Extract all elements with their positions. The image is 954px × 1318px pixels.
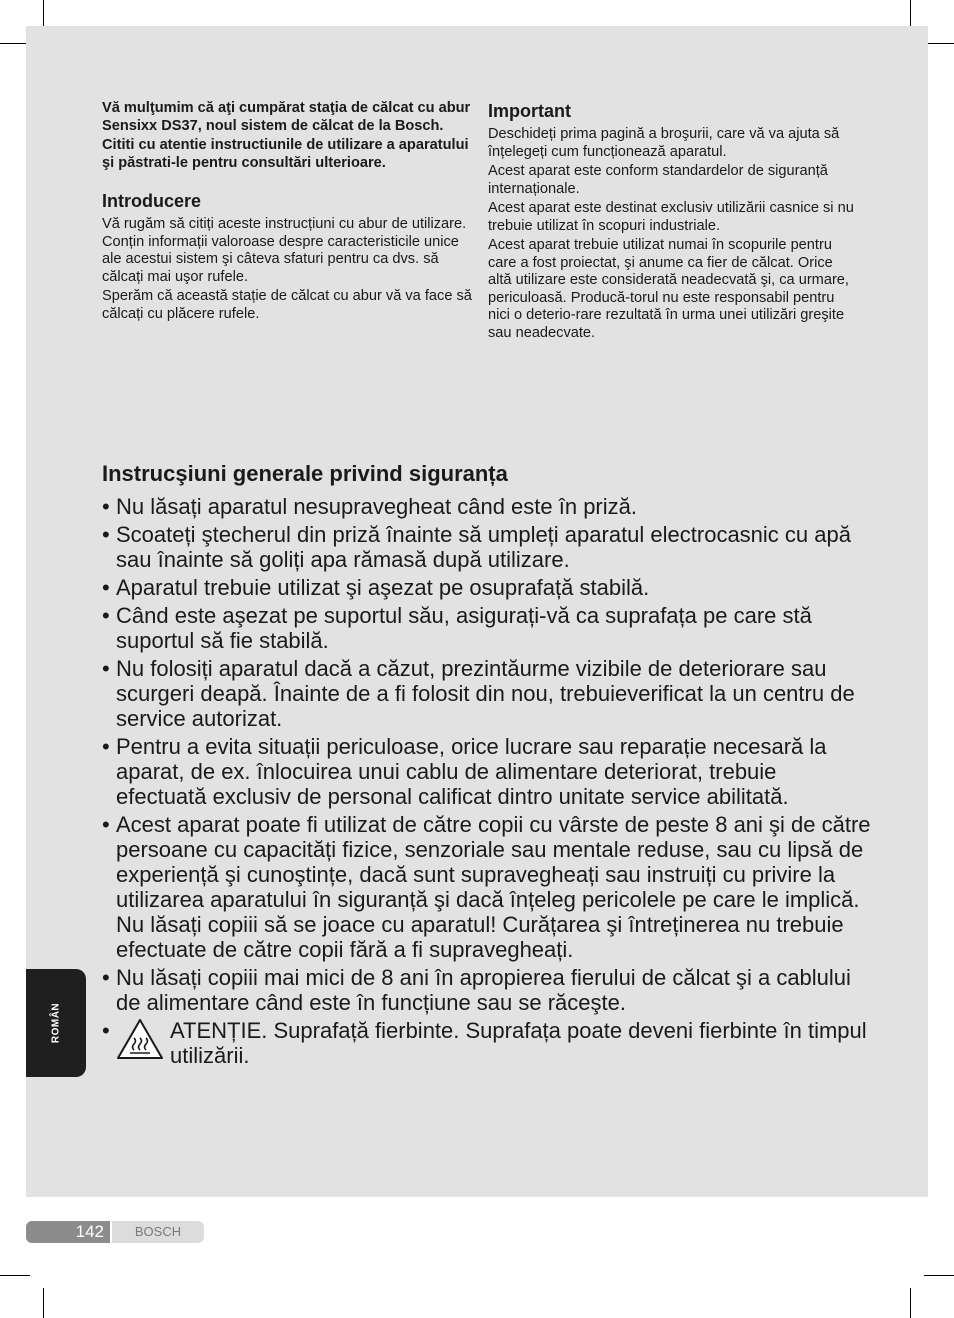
list-item: • Nu lăsați aparatul nesupravegheat când este în priză. bbox=[102, 494, 637, 519]
hot-surface-warning-icon bbox=[116, 1018, 164, 1060]
page-footer bbox=[26, 1221, 204, 1243]
warning-item bbox=[102, 1018, 872, 1068]
bullet: • bbox=[102, 575, 110, 600]
read-instructions-text: Cititi cu atentie instructiunile de utilizare a aparatului şi păstrati-le pentru consultări ulterioare. bbox=[102, 137, 469, 171]
bullet: • bbox=[102, 656, 110, 681]
crop-mark bbox=[924, 1275, 954, 1276]
important-paragraph: Acest aparat este conform standardelor de siguranță internaționale. bbox=[488, 163, 828, 197]
safety-section bbox=[102, 460, 872, 1071]
list-item: • Pentru a evita situații periculoase, orice lucrare sau reparație necesară la aparat, de ex. înlocuirea unui cablu de alimentare deteriorat, trebuie efectuată exclusiv de personal calificat dintro unitate service abilitată. bbox=[102, 734, 827, 809]
language-tab-label: ROMÂN bbox=[50, 1002, 62, 1044]
page-number: 142 bbox=[26, 1221, 110, 1243]
crop-mark bbox=[43, 1288, 44, 1318]
thank-you-text: Vă mulţumim că aţi cumpărat staţia de călcat cu abur Sensixx DS37, noul sistem de călcat de la Bosch. bbox=[102, 100, 471, 134]
crop-mark bbox=[910, 1288, 911, 1318]
bullet: • bbox=[102, 1018, 110, 1043]
bullet: • bbox=[102, 522, 110, 547]
introducere-paragraph: Vă rugăm să citiți aceste instrucțiuni cu abur de utilizare. Conțin informații valoroase despre caracteristicile unice ale acestui sistem şi câteva sfaturi pentru ca dvs. să călcați mai uşor rufele. bbox=[102, 216, 467, 285]
important-heading: Important bbox=[488, 101, 571, 121]
list-item: • Aparatul trebuie utilizat şi aşezat pe osuprafață stabilă. bbox=[102, 575, 650, 600]
language-tab bbox=[26, 969, 86, 1077]
safety-list bbox=[102, 494, 872, 1068]
bullet: • bbox=[102, 603, 110, 628]
crop-mark bbox=[0, 1275, 30, 1276]
list-item: • Scoateți ştecherul din priză înainte să umpleți aparatul electrocasnic cu apă sau înainte să goliți apa rămasă după utilizare. bbox=[102, 522, 851, 572]
safety-heading: Instrucşiuni generale privind siguranța bbox=[102, 461, 508, 486]
important-paragraph: Acest aparat este destinat exclusiv utilizării casnice si nu trebuie utilizat în scopuri industriale. bbox=[488, 200, 854, 234]
important-paragraph: Deschideți prima pagină a broşurii, care vă va ajuta să înțelegeți cum funcționează aparatul. bbox=[488, 126, 840, 160]
crop-mark bbox=[924, 43, 954, 44]
list-item: • Nu folosiți aparatul dacă a căzut, prezintăurme vizibile de deteriorare sau scurgeri deapă. Înainte de a fi folosit din nou, trebuieverificat la un centru de service autorizat. bbox=[102, 656, 855, 731]
warning-text: ATENȚIE. Suprafață fierbinte. Suprafața poate deveni fierbinte în timpul utilizării. bbox=[170, 1018, 867, 1068]
list-item: • Când este aşezat pe suportul său, asigurați-vă ca suprafața pe care stă suportul să fie stabilă. bbox=[102, 603, 812, 653]
brand-label: BOSCH bbox=[112, 1221, 204, 1243]
right-column bbox=[488, 100, 858, 344]
left-column bbox=[102, 100, 472, 325]
bullet: • bbox=[102, 734, 110, 759]
introducere-paragraph: Sperăm că această stație de călcat cu abur vă va face să călcați cu plăcere rufele. bbox=[102, 288, 472, 322]
introducere-heading: Introducere bbox=[102, 191, 202, 211]
important-paragraph: Acest aparat trebuie utilizat numai în scopurile pentru care a fost proiectat, şi anume ca fier de călcat. Orice altă utilizare este considerată neadecvată şi, ca urmare, periculoasă. Producă-torul nu este responsabil pentru nici o deterio-rare rezultată în urma unei utilizări greşite sau neadecvate. bbox=[488, 237, 849, 341]
bullet: • bbox=[102, 812, 110, 837]
bullet: • bbox=[102, 494, 110, 519]
bullet: • bbox=[102, 965, 110, 990]
list-item: • Nu lăsați copiii mai mici de 8 ani în apropierea fierului de călcat şi a cablului de alimentare când este în funcțiune sau se răceşte. bbox=[102, 965, 851, 1015]
list-item: • Acest aparat poate fi utilizat de către copii cu vârste de peste 8 ani şi de către persoane cu capacități fizice, senzoriale sau mentale reduse, sau cu lipsă de experiență şi cunoştințe, dacă sunt supravegheați sau instruiți cu privire la utilizarea aparatului în siguranță şi dacă înțeleg pericolele pe care le implică. Nu lăsați copiii să se joace cu aparatul! Curățarea şi întreținerea nu trebuie efectuate de către copii fără a fi supravegheați. bbox=[102, 812, 871, 962]
